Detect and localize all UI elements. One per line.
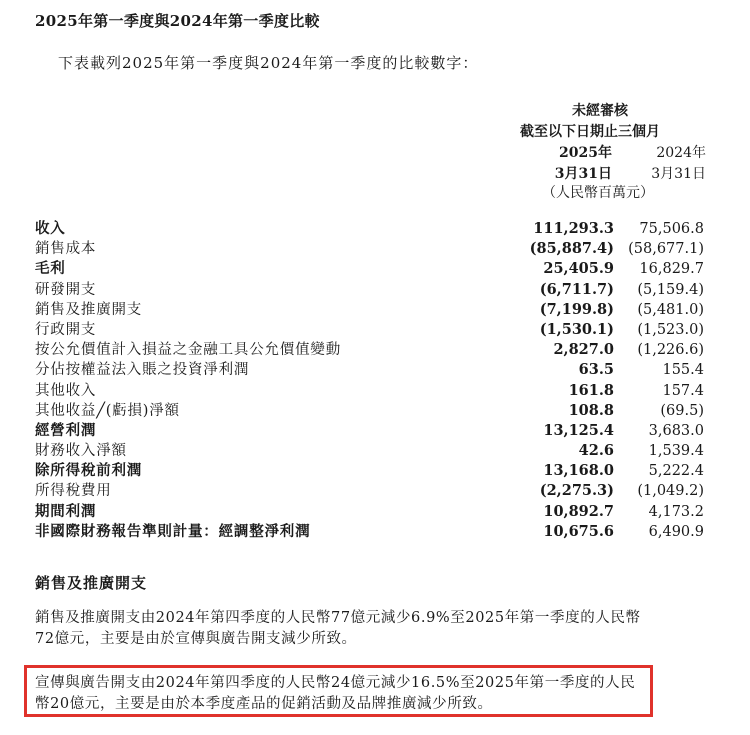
row-value-2025: (1,530.1) xyxy=(539,320,614,338)
row-value-2024: 75,506.8 xyxy=(639,221,704,237)
row-value-2024: (1,226.6) xyxy=(637,342,704,359)
table-row xyxy=(35,421,725,441)
row-value-2024: (1,049.2) xyxy=(637,483,704,500)
row-value-2024: 3,683.0 xyxy=(648,422,704,439)
table-row xyxy=(35,481,725,501)
header-year-2025: 2025年 xyxy=(559,145,612,161)
row-value-2025: (2,275.3) xyxy=(539,482,614,500)
table-row xyxy=(35,259,725,279)
row-value-2024: 1,539.4 xyxy=(648,443,704,460)
row-label: 銷售及推廣開支 xyxy=(35,301,143,318)
header-year-2024: 2024年 xyxy=(656,145,706,161)
row-label: 經營利潤 xyxy=(35,421,97,439)
row-label: 其他收入 xyxy=(35,382,97,399)
table-row xyxy=(35,360,725,380)
row-label: 財務收入淨額 xyxy=(35,443,127,460)
income-table xyxy=(35,219,725,542)
table-row xyxy=(35,522,725,542)
row-label: 按公允價值計入損益之金融工具公允價值變動 xyxy=(35,342,341,359)
table-row xyxy=(35,441,725,461)
row-value-2025: 13,125.4 xyxy=(543,421,614,439)
row-value-2025: 25,405.9 xyxy=(543,260,614,278)
header-unaudited: 未經審核 xyxy=(572,103,628,119)
row-label: 銷售成本 xyxy=(35,241,97,258)
row-value-2024: (69.5) xyxy=(660,402,704,419)
row-label: 所得稅費用 xyxy=(35,483,112,500)
row-label: 收入 xyxy=(35,220,66,237)
highlight-box xyxy=(24,665,653,717)
row-label: 分佔按權益法入賬之投資淨利潤 xyxy=(35,362,250,379)
row-value-2024: (58,677.1) xyxy=(628,241,704,258)
paragraph-line: 幣20億元，主要是由於本季度產品的促銷活動及品牌推廣減少所致。 xyxy=(35,696,493,712)
row-value-2025: 2,827.0 xyxy=(553,341,614,359)
row-label: 期間利潤 xyxy=(35,502,97,520)
row-value-2024: 157.4 xyxy=(662,382,704,399)
table-row xyxy=(35,401,725,421)
header-date-2025: 3月31日 xyxy=(554,166,612,182)
row-value-2025: 161.8 xyxy=(568,381,614,399)
table-row xyxy=(35,239,725,259)
row-value-2024: (5,481.0) xyxy=(637,301,704,318)
row-value-2025: 10,892.7 xyxy=(543,502,614,520)
row-value-2025: 111,293.3 xyxy=(533,220,614,237)
paragraph-line: 銷售及推廣開支由2024年第四季度的人民幣77億元減少6.9%至2025年第一季度的人民幣 xyxy=(35,610,641,626)
row-label: 非國際財務報告準則計量：經調整淨利潤 xyxy=(35,522,311,540)
row-value-2024: 5,222.4 xyxy=(648,463,704,480)
row-value-2025: 108.8 xyxy=(568,401,614,419)
section-title: 2025年第一季度與2024年第一季度比較 xyxy=(35,12,320,30)
row-value-2025: 10,675.6 xyxy=(543,522,614,540)
table-row xyxy=(35,461,725,481)
row-label: 研發開支 xyxy=(35,281,97,298)
table-row xyxy=(35,381,725,401)
row-value-2024: 155.4 xyxy=(662,362,704,379)
header-unit: （人民幣百萬元） xyxy=(542,185,654,201)
header-date-2024: 3月31日 xyxy=(651,166,706,182)
row-value-2025: 13,168.0 xyxy=(543,462,614,480)
section-heading: 銷售及推廣開支 xyxy=(35,574,148,592)
row-value-2024: 6,490.9 xyxy=(648,523,704,540)
paragraph-line: 宣傳與廣告開支由2024年第四季度的人民幣24億元減少16.5%至2025年第一季度的人民 xyxy=(35,675,636,691)
row-label: 毛利 xyxy=(35,260,66,278)
table-row xyxy=(35,280,725,300)
table-row xyxy=(35,300,725,320)
row-value-2024: (1,523.0) xyxy=(637,321,704,338)
table-row xyxy=(35,340,725,360)
intro-text: 下表載列2025年第一季度與2024年第一季度的比較數字： xyxy=(58,54,479,72)
table-row xyxy=(35,219,725,239)
row-value-2025: 42.6 xyxy=(578,442,614,460)
row-value-2025: (6,711.7) xyxy=(539,280,614,298)
table-row xyxy=(35,502,725,522)
paragraph-line: 72億元，主要是由於宣傳與廣告開支減少所致。 xyxy=(35,631,357,647)
row-value-2024: 4,173.2 xyxy=(648,503,704,520)
row-value-2025: (7,199.8) xyxy=(539,300,614,318)
row-label: 其他收益╱(虧損)淨額 xyxy=(35,402,180,419)
row-label: 行政開支 xyxy=(35,321,97,338)
row-label: 除所得稅前利潤 xyxy=(35,462,143,480)
row-value-2024: (5,159.4) xyxy=(637,281,704,298)
header-period: 截至以下日期止三個月 xyxy=(520,124,660,140)
row-value-2025: (85,887.4) xyxy=(529,240,614,258)
paragraph-selling-expenses xyxy=(35,608,720,650)
row-value-2025: 63.5 xyxy=(578,361,614,379)
row-value-2024: 16,829.7 xyxy=(639,261,704,278)
table-row xyxy=(35,320,725,340)
